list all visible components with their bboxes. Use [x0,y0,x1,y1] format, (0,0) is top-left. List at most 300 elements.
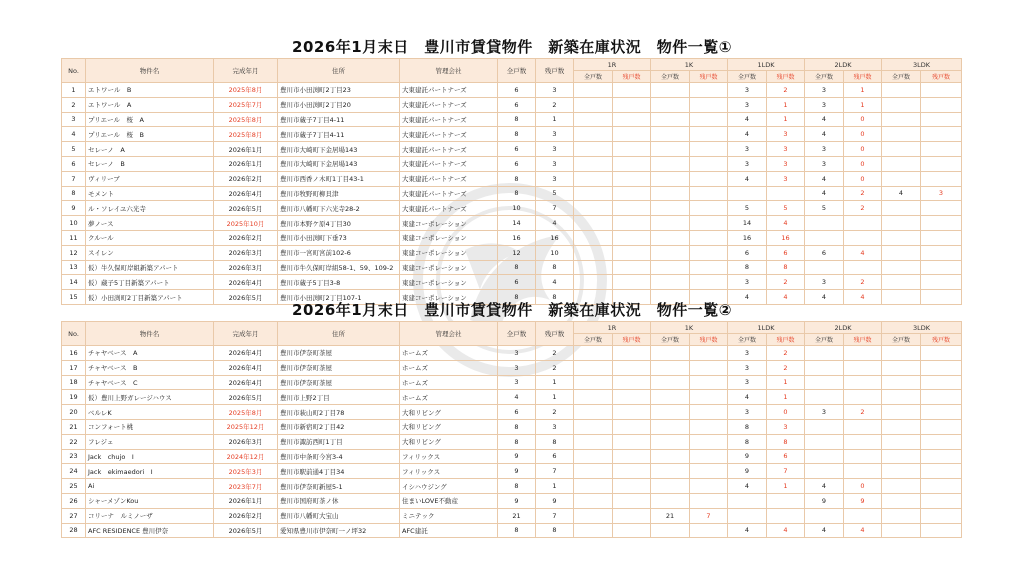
cell-1ldk-total: 3 [728,83,767,98]
cell-remaining-units: 2 [536,360,574,375]
cell-2ldk-remaining: 2 [844,405,882,420]
cell-address: 豊川市伊奈町茶屋 [278,360,400,375]
table-row [62,156,962,171]
cell-property-name: プリエール 桜 B [86,127,214,142]
cell-1r-remaining [613,523,651,538]
cell-1ldk-total [728,508,767,523]
cell-total-units: 6 [498,156,536,171]
cell-1k-total [651,171,690,186]
table-row [62,216,962,231]
cell-no: 28 [62,523,86,538]
cell-1k-remaining [690,201,728,216]
cell-2ldk-remaining [844,508,882,523]
cell-completion-date: 2026年5月 [214,201,278,216]
cell-remaining-units: 8 [536,434,574,449]
cell-1k-total [651,375,690,390]
cell-3ldk-total [882,375,921,390]
cell-property-name: チャヤベース C [86,375,214,390]
cell-3ldk-total [882,449,921,464]
cell-management-company: 大東建託パートナーズ [400,142,498,157]
cell-1k-remaining [690,360,728,375]
cell-1k-remaining [690,449,728,464]
cell-remaining-units: 3 [536,419,574,434]
cell-1ldk-remaining: 4 [767,290,805,305]
cell-2ldk-total [805,230,844,245]
cell-2ldk-remaining: 0 [844,479,882,494]
cell-management-company: ホームズ [400,390,498,405]
sub-header-total: 全戸数 [728,334,767,346]
cell-address: 豊川市国府町茶ノ休 [278,493,400,508]
cell-completion-date: 2026年1月 [214,493,278,508]
cell-property-name: 仮）豊川上野ガレージハウス [86,390,214,405]
cell-remaining-units: 1 [536,112,574,127]
cell-address: 豊川市一宮町宮前102-6 [278,245,400,260]
cell-3ldk-remaining [921,216,962,231]
header-type-3ldk: 3LDK [882,59,962,71]
page-title-2: 2026年1月末日 豊川市賃貸物件 新築在庫状況 物件一覧② [292,301,732,319]
cell-no: 19 [62,390,86,405]
cell-management-company: 大東建託パートナーズ [400,186,498,201]
cell-property-name: セレーノ B [86,156,214,171]
cell-property-name: ヴィリーブ [86,171,214,186]
cell-address: 豊川市伊奈町茶屋 [278,375,400,390]
cell-1k-remaining: 7 [690,508,728,523]
cell-property-name: モメント [86,186,214,201]
cell-property-name: 仮）牛久保町岸組新築アパート [86,260,214,275]
cell-2ldk-remaining: 0 [844,112,882,127]
cell-total-units: 8 [498,127,536,142]
cell-total-units: 8 [498,260,536,275]
header-type-2ldk: 2LDK [805,322,882,334]
table-row [62,127,962,142]
cell-2ldk-remaining [844,449,882,464]
cell-2ldk-remaining [844,464,882,479]
cell-no: 27 [62,508,86,523]
cell-3ldk-total [882,479,921,494]
cell-property-name: Jack chujo Ⅰ [86,449,214,464]
table-row [62,405,962,420]
cell-address: 豊川市小田渕町2丁目20 [278,97,400,112]
cell-3ldk-total [882,216,921,231]
cell-1r-remaining [613,275,651,290]
cell-3ldk-remaining [921,493,962,508]
cell-1k-total [651,405,690,420]
sub-header-remaining: 残戸数 [844,334,882,346]
header-no: No. [62,59,86,83]
cell-remaining-units: 16 [536,230,574,245]
cell-1ldk-remaining: 3 [767,142,805,157]
table-row [62,245,962,260]
cell-1ldk-remaining: 2 [767,346,805,361]
sub-header-total: 全戸数 [651,334,690,346]
cell-remaining-units: 1 [536,375,574,390]
cell-3ldk-remaining [921,127,962,142]
header-type-1k: 1K [651,59,728,71]
cell-3ldk-remaining [921,83,962,98]
cell-1ldk-remaining: 2 [767,275,805,290]
cell-property-name: コンフォート桃 [86,419,214,434]
cell-1r-total [574,434,613,449]
cell-2ldk-remaining: 4 [844,290,882,305]
table-row [62,493,962,508]
cell-total-units: 9 [498,464,536,479]
cell-total-units: 8 [498,523,536,538]
cell-1ldk-total: 3 [728,97,767,112]
cell-property-name: ル・ソレイユ六光寺 [86,201,214,216]
cell-1ldk-total: 4 [728,127,767,142]
cell-1k-remaining [690,523,728,538]
table-row [62,523,962,538]
cell-total-units: 3 [498,346,536,361]
cell-completion-date: 2026年3月 [214,245,278,260]
cell-address: 豊川市新宿町2丁目42 [278,419,400,434]
cell-1ldk-total: 4 [728,171,767,186]
table-row [62,479,962,494]
sub-header-remaining: 残戸数 [690,334,728,346]
cell-address: 豊川市蔵子7丁目4-11 [278,127,400,142]
cell-total-units: 16 [498,230,536,245]
cell-1r-remaining [613,360,651,375]
cell-1k-remaining [690,479,728,494]
cell-1k-total [651,142,690,157]
cell-management-company: 大東建託パートナーズ [400,201,498,216]
cell-2ldk-total [805,390,844,405]
cell-1ldk-remaining: 4 [767,216,805,231]
cell-1r-total [574,346,613,361]
cell-2ldk-remaining: 0 [844,127,882,142]
header-name: 物件名 [86,322,214,346]
cell-1k-total [651,201,690,216]
cell-1k-remaining [690,375,728,390]
cell-2ldk-total: 4 [805,479,844,494]
cell-1k-remaining [690,245,728,260]
cell-1k-total [651,216,690,231]
cell-3ldk-total [882,97,921,112]
cell-management-company: 大東建託パートナーズ [400,127,498,142]
header-type-1r: 1R [574,322,651,334]
table-row [62,346,962,361]
cell-1ldk-remaining: 2 [767,360,805,375]
cell-1k-remaining [690,405,728,420]
cell-3ldk-total [882,142,921,157]
cell-2ldk-total: 3 [805,405,844,420]
cell-address: 豊川市牧野町柳貝津 [278,186,400,201]
cell-3ldk-total [882,171,921,186]
header-type-1k: 1K [651,322,728,334]
sub-header-total: 全戸数 [728,71,767,83]
cell-1ldk-remaining: 0 [767,405,805,420]
cell-address: 豊川市小田渕町2丁目23 [278,83,400,98]
header-total: 全戸数 [498,322,536,346]
cell-3ldk-total [882,127,921,142]
cell-total-units: 6 [498,83,536,98]
cell-3ldk-remaining [921,523,962,538]
cell-remaining-units: 7 [536,201,574,216]
cell-3ldk-total [882,346,921,361]
cell-1k-remaining [690,346,728,361]
header-address: 住所 [278,59,400,83]
cell-1ldk-remaining: 8 [767,260,805,275]
cell-management-company: 東建コーポレーション [400,275,498,290]
property-table-2 [61,321,962,538]
sub-header-remaining: 残戸数 [613,334,651,346]
cell-completion-date: 2026年4月 [214,375,278,390]
cell-1r-total [574,171,613,186]
cell-3ldk-remaining [921,201,962,216]
cell-2ldk-total: 3 [805,83,844,98]
cell-1ldk-remaining: 1 [767,479,805,494]
cell-remaining-units: 2 [536,97,574,112]
cell-3ldk-remaining [921,479,962,494]
cell-management-company: 東建コーポレーション [400,260,498,275]
cell-1ldk-total: 4 [728,112,767,127]
cell-1k-total [651,83,690,98]
cell-property-name: チャヤベース B [86,360,214,375]
cell-1ldk-total: 3 [728,346,767,361]
table-row [62,275,962,290]
cell-no: 11 [62,230,86,245]
cell-management-company: 大和リビング [400,434,498,449]
cell-address: 豊川市中条町今宮3-4 [278,449,400,464]
cell-total-units: 9 [498,493,536,508]
cell-2ldk-remaining: 2 [844,275,882,290]
cell-property-name: フレジェ [86,434,214,449]
header-type-3ldk: 3LDK [882,322,962,334]
cell-completion-date: 2026年2月 [214,230,278,245]
cell-property-name: スイレン [86,245,214,260]
cell-total-units: 3 [498,375,536,390]
cell-remaining-units: 10 [536,245,574,260]
cell-remaining-units: 3 [536,83,574,98]
cell-1k-remaining [690,260,728,275]
cell-2ldk-total: 9 [805,493,844,508]
cell-1k-total [651,434,690,449]
cell-1ldk-total: 3 [728,275,767,290]
cell-3ldk-total: 4 [882,186,921,201]
cell-1k-remaining [690,464,728,479]
cell-1k-remaining [690,97,728,112]
cell-remaining-units: 8 [536,523,574,538]
cell-no: 6 [62,156,86,171]
cell-3ldk-remaining [921,405,962,420]
cell-1r-remaining [613,405,651,420]
cell-3ldk-remaining [921,390,962,405]
cell-2ldk-total: 5 [805,201,844,216]
cell-no: 10 [62,216,86,231]
cell-2ldk-total: 3 [805,142,844,157]
cell-total-units: 3 [498,360,536,375]
cell-1k-total [651,275,690,290]
cell-1ldk-total: 4 [728,523,767,538]
cell-completion-date: 2026年2月 [214,171,278,186]
cell-1k-remaining [690,186,728,201]
cell-completion-date: 2025年12月 [214,419,278,434]
cell-management-company: 住まいLOVE不動産 [400,493,498,508]
sub-header-total: 全戸数 [805,71,844,83]
sub-header-total: 全戸数 [882,71,921,83]
cell-3ldk-remaining [921,260,962,275]
cell-1ldk-remaining: 1 [767,112,805,127]
cell-no: 26 [62,493,86,508]
cell-1k-remaining [690,156,728,171]
cell-2ldk-total: 3 [805,275,844,290]
cell-1k-total [651,112,690,127]
cell-remaining-units: 3 [536,142,574,157]
cell-3ldk-total [882,434,921,449]
cell-management-company: 大和リビング [400,419,498,434]
cell-3ldk-total [882,493,921,508]
cell-address: 豊川市蔵子7丁目4-11 [278,112,400,127]
cell-no: 22 [62,434,86,449]
cell-1ldk-remaining: 4 [767,523,805,538]
cell-2ldk-total: 3 [805,97,844,112]
table-row [62,419,962,434]
cell-1k-total [651,419,690,434]
cell-total-units: 10 [498,201,536,216]
cell-remaining-units: 2 [536,405,574,420]
cell-no: 16 [62,346,86,361]
cell-remaining-units: 4 [536,216,574,231]
cell-3ldk-total [882,464,921,479]
cell-1ldk-remaining: 5 [767,201,805,216]
cell-1k-total [651,493,690,508]
sub-header-total: 全戸数 [651,71,690,83]
cell-1ldk-total [728,493,767,508]
cell-2ldk-total [805,464,844,479]
cell-3ldk-remaining [921,275,962,290]
cell-property-name: チャヤベース A [86,346,214,361]
cell-2ldk-total [805,375,844,390]
cell-3ldk-remaining [921,508,962,523]
cell-2ldk-remaining: 9 [844,493,882,508]
cell-completion-date: 2025年7月 [214,97,278,112]
cell-completion-date: 2025年8月 [214,112,278,127]
cell-1k-remaining [690,419,728,434]
cell-2ldk-remaining: 4 [844,245,882,260]
cell-1r-remaining [613,464,651,479]
cell-1ldk-remaining: 1 [767,390,805,405]
cell-1r-remaining [613,156,651,171]
cell-management-company: ホームズ [400,346,498,361]
cell-remaining-units: 3 [536,156,574,171]
cell-1k-remaining [690,390,728,405]
cell-address: 豊川市伊奈町新屋5-1 [278,479,400,494]
cell-1r-total [574,508,613,523]
cell-1r-remaining [613,142,651,157]
cell-1k-total [651,449,690,464]
cell-1r-remaining [613,434,651,449]
cell-completion-date: 2026年4月 [214,360,278,375]
cell-3ldk-remaining [921,419,962,434]
cell-address: 豊川市諏訪西町1丁目 [278,434,400,449]
cell-total-units: 8 [498,434,536,449]
cell-3ldk-total [882,390,921,405]
cell-total-units: 12 [498,245,536,260]
cell-completion-date: 2026年4月 [214,346,278,361]
cell-completion-date: 2023年7月 [214,479,278,494]
cell-1k-total [651,230,690,245]
cell-remaining-units: 5 [536,186,574,201]
cell-1ldk-total: 8 [728,419,767,434]
sub-header-remaining: 残戸数 [767,334,805,346]
cell-completion-date: 2026年4月 [214,186,278,201]
cell-3ldk-total [882,360,921,375]
cell-2ldk-remaining: 2 [844,186,882,201]
cell-3ldk-total [882,230,921,245]
cell-2ldk-remaining: 1 [844,83,882,98]
cell-1r-remaining [613,375,651,390]
cell-management-company: AFC建託 [400,523,498,538]
cell-2ldk-total: 3 [805,156,844,171]
header-type-1r: 1R [574,59,651,71]
cell-1r-total [574,142,613,157]
cell-1ldk-total: 4 [728,479,767,494]
cell-total-units: 6 [498,97,536,112]
cell-completion-date: 2026年2月 [214,508,278,523]
cell-1ldk-remaining: 6 [767,449,805,464]
cell-1ldk-total: 3 [728,360,767,375]
table-row [62,434,962,449]
cell-1k-total [651,360,690,375]
cell-1r-remaining [613,419,651,434]
cell-3ldk-total [882,405,921,420]
cell-1k-remaining [690,83,728,98]
table-row [62,464,962,479]
cell-1ldk-remaining: 3 [767,156,805,171]
header-address: 住所 [278,322,400,346]
cell-1ldk-total: 3 [728,142,767,157]
cell-1r-total [574,83,613,98]
cell-1r-total [574,245,613,260]
header-total: 全戸数 [498,59,536,83]
cell-management-company: フィリックス [400,449,498,464]
cell-address: 豊川市本野ケ原4丁目30 [278,216,400,231]
cell-3ldk-remaining [921,230,962,245]
table-row [62,230,962,245]
cell-2ldk-total: 6 [805,245,844,260]
cell-3ldk-total [882,83,921,98]
cell-2ldk-total: 4 [805,523,844,538]
cell-remaining-units: 4 [536,275,574,290]
cell-2ldk-total [805,346,844,361]
header-completion: 完成年月 [214,322,278,346]
cell-management-company: イシハウジング [400,479,498,494]
cell-1r-total [574,260,613,275]
cell-2ldk-total: 4 [805,112,844,127]
cell-1ldk-total: 8 [728,260,767,275]
cell-1r-remaining [613,346,651,361]
cell-2ldk-total [805,434,844,449]
table-row [62,171,962,186]
cell-2ldk-total: 4 [805,186,844,201]
cell-2ldk-remaining [844,434,882,449]
cell-2ldk-total: 4 [805,171,844,186]
cell-1k-total [651,97,690,112]
cell-no: 25 [62,479,86,494]
cell-no: 7 [62,171,86,186]
table-row [62,449,962,464]
cell-no: 13 [62,260,86,275]
cell-3ldk-remaining [921,449,962,464]
cell-3ldk-total [882,112,921,127]
cell-2ldk-total [805,449,844,464]
cell-total-units: 8 [498,419,536,434]
cell-2ldk-remaining: 0 [844,156,882,171]
cell-total-units: 8 [498,290,536,305]
cell-remaining-units: 1 [536,479,574,494]
header-company: 管理会社 [400,322,498,346]
cell-completion-date: 2026年1月 [214,156,278,171]
